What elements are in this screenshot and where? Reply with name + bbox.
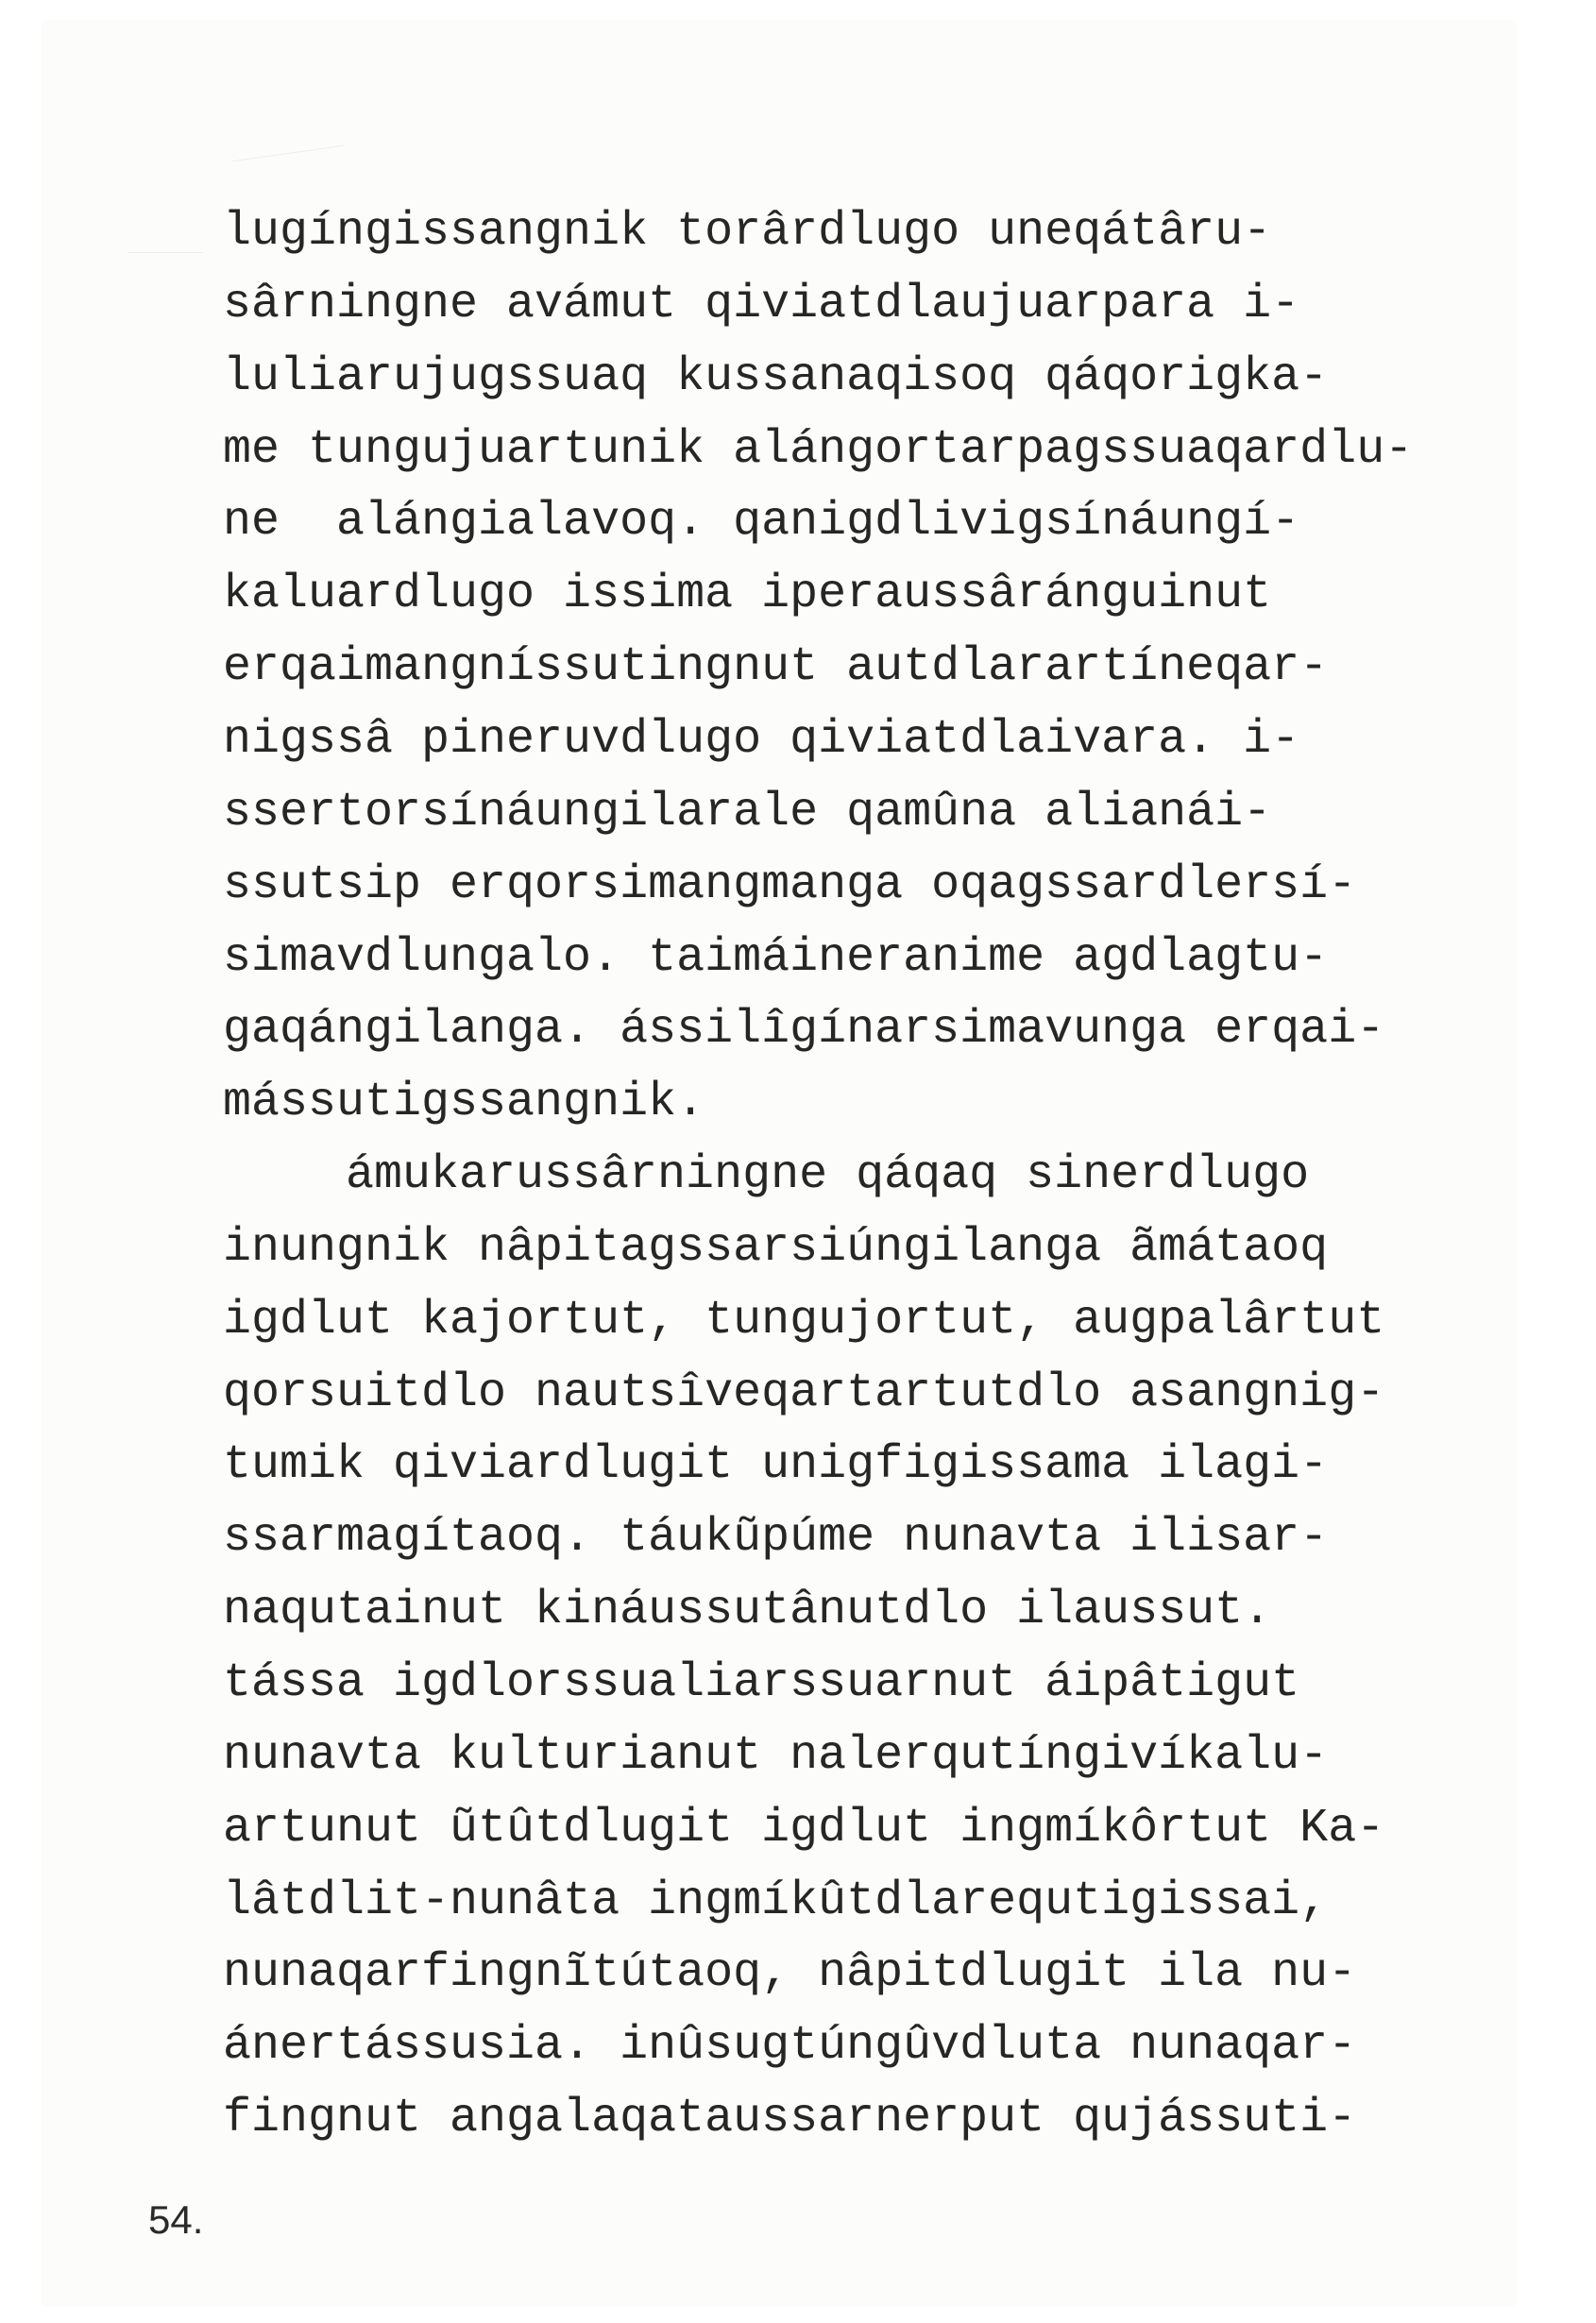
text-line: artunut ũtûtdlugit igdlut ingmíkôrtut Ka- [223,1801,1385,1856]
text-line: qorsuitdlo nautsîveqartartutdlo asangnig- [223,1365,1385,1420]
text-line: erqaimangníssutingnut autdlarartíneqar- [223,640,1329,695]
text-line: naqutainut kináussutânutdlo ilaussut. [223,1584,1272,1638]
text-line: tumik qiviardlugit unigfigissama ilagi- [223,1438,1329,1493]
scan-artifact [127,252,203,253]
text-line: simavdlungalo. taimáineranime agdlagtu- [223,930,1329,985]
text-line: ánertássusia. inûsugtúngûvdluta nunaqar- [223,2019,1357,2074]
text-line: ne alángialavoq. qanigdlivigsínáungí- [223,495,1300,550]
page-number: 54. [148,2197,204,2242]
text-line: igdlut kajortut, tungujortut, augpalârtut [223,1293,1385,1348]
text-line: fingnut angalaqataussarnerput qujássuti- [223,2092,1357,2146]
text-line: sârningne avámut qiviatdlaujuarpara i- [223,277,1300,331]
text-line: tássa igdlorssualiarssuarnut áipâtigut [223,1656,1300,1710]
text-line: nunavta kulturianut nalerqutíngivíkalu- [223,1728,1329,1783]
paragraph-start-line: ámukarussârningne qáqaq sinerdlugo [346,1148,1310,1203]
text-line: ssarmagítaoq. táukũpúme nunavta ilisar- [223,1511,1329,1566]
text-line: kaluardlugo issima iperaussâránguinut [223,568,1272,622]
text-line: ssertorsínáungilarale qamûna alianái- [223,785,1272,839]
text-line: nunaqarfingnĩtútaoq, nâpitdlugit ila nu- [223,1946,1357,2001]
text-line: inungnik nâpitagssarsiúngilanga ãmátaoq [223,1220,1329,1275]
text-line: luliarujugssuaq kussanaqisoq qáqorigka- [223,349,1329,404]
text-line: gaqángilanga. ássilîgínarsimavunga erqai- [223,1003,1385,1058]
text-line: nigssâ pineruvdlugo qiviatdlaivara. i- [223,712,1300,767]
text-line: me tungujuartunik alángortarpagssuaqardlu- [223,422,1414,477]
text-line: lugíngissangnik torârdlugo uneqátâru- [223,205,1272,259]
text-line: ssutsip erqorsimangmanga oqagssardlersí- [223,857,1357,912]
text-line: lâtdlit-nunâta ingmíkûtdlarequtigissai, [223,1874,1329,1928]
scan-artifact [232,145,345,162]
text-line: mássutigssangnik. [223,1076,705,1130]
